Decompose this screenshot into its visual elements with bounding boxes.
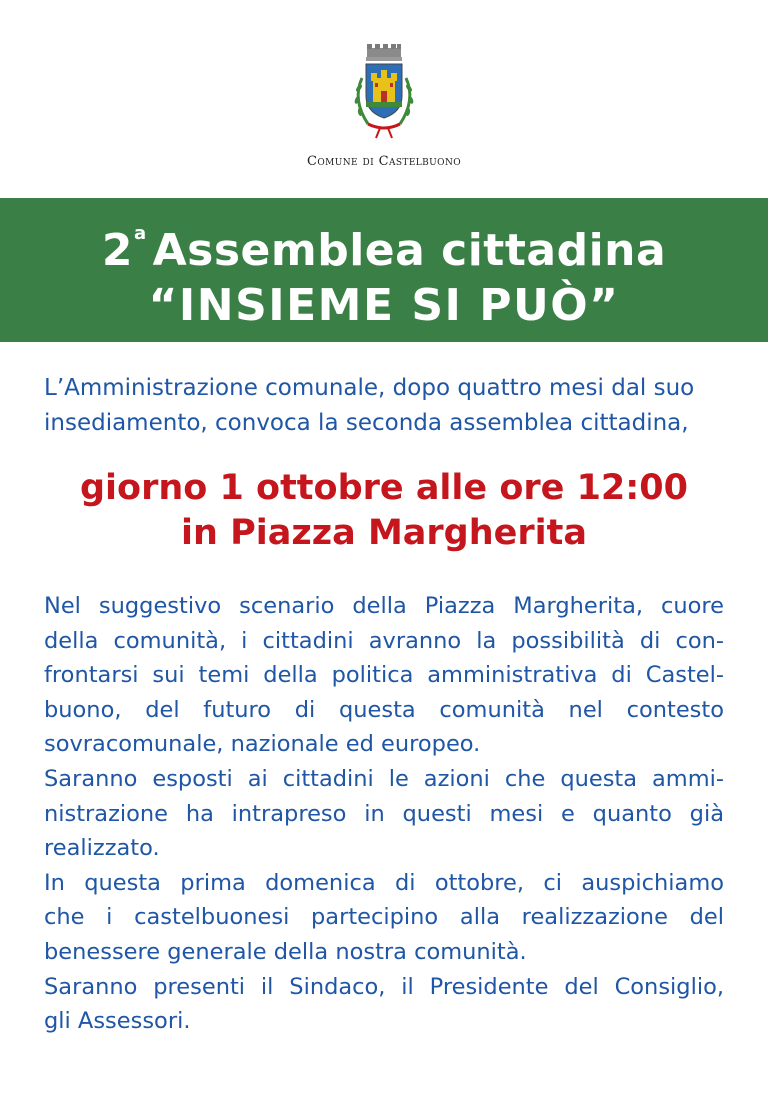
- ordinal-suffix: a: [133, 222, 147, 244]
- body-paragraph: [44, 589, 724, 1039]
- body-line: buono, del futuro di questa comunità nel contesto: [44, 696, 724, 723]
- intro-paragraph: [44, 371, 724, 441]
- event-date: giorno 1 ottobre alle ore 12:00: [79, 468, 688, 508]
- banner-slogan: “INSIEME SI PUÒ”: [148, 279, 620, 331]
- assembly-ordinal: 2: [101, 224, 133, 276]
- body-line: In questa prima domenica di ottobre, ci auspichiamo: [44, 869, 724, 896]
- banner-title: [102, 207, 666, 278]
- body-line: Saranno presenti il Sindaco, il Presidente del Consiglio,: [44, 973, 724, 1000]
- intro-line: insediamento, convoca la seconda assemblea cittadina,: [44, 410, 689, 436]
- castle-crest-icon: [344, 38, 424, 150]
- municipality-name: Comune di Castelbuono: [307, 154, 461, 169]
- body-line: nistrazione ha intrapreso in questi mesi e quanto già: [44, 800, 724, 827]
- event-details: [0, 466, 768, 556]
- body-line: Saranno esposti ai cittadini le azioni che questa ammi-: [44, 765, 724, 792]
- intro-line: L’Amministrazione comunale, dopo quattro mesi dal suo: [44, 375, 695, 401]
- header: [0, 38, 768, 169]
- assembly-title: Assemblea cittadina: [152, 224, 667, 276]
- body-line: che i castelbuonesi partecipino alla realizzazione del: [44, 904, 724, 931]
- body-line: sovracomunale, nazionale ed europeo.: [44, 731, 481, 758]
- title-banner: [0, 198, 768, 342]
- body-line: gli Assessori.: [44, 1008, 191, 1035]
- body-line: realizzato.: [44, 835, 160, 862]
- event-place: in Piazza Margherita: [181, 513, 587, 553]
- body-line: benessere generale della nostra comunità.: [44, 938, 527, 965]
- body-line: della comunità, i cittadini avranno la possibilità di con-: [44, 627, 724, 654]
- body-line: Nel suggestivo scenario della Piazza Margherita, cuore: [44, 593, 724, 619]
- body-line: frontarsi sui temi della politica amministrativa di Castel-: [44, 662, 724, 689]
